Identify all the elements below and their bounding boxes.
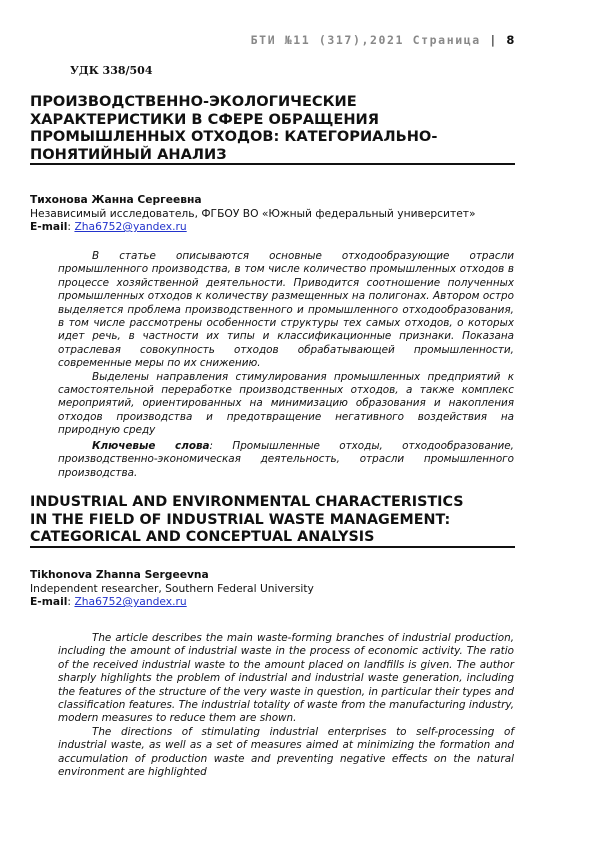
email-separator: : [67,220,72,233]
author-block-en [30,568,530,609]
abstract-en-paragraph-2: The directions of stimulating industrial enterprises to self-processing of industrial waste, as well as a set of measures aimed at minimizing the formation and accumulation of production waste and preventing negative effects on the natural environment are highlighted [58,725,514,779]
keywords-text: : Промышленные отходы, отходообразование, производственно-экономическая деятельность, отрасли промышленного производства. [58,440,514,479]
abstract-ru-paragraph-2: Выделены направления стимулирования промышленных предприятий к самостоятельной переработке производственных отходов, а также комплекс мероприятий, ориентированных на минимизацию образования и накопления отходов производства и предотвращение негативного воздействия на природную среду [58,370,514,437]
title-en-line: IN THE FIELD OF INDUSTRIAL WASTE MANAGEMENT: [30,511,451,528]
keywords-label: Ключевые слова [92,440,210,452]
email-label: E-mail [30,220,68,233]
author-block-ru [30,193,530,234]
title-ru [30,93,520,163]
title-ru-rule [30,163,515,165]
title-ru-line: ПРОМЫШЛЕННЫХ ОТХОДОВ: КАТЕГОРИАЛЬНО- [30,128,438,145]
email-label: E-mail [30,595,68,608]
journal-issue: БТИ №11 (317),2021 Страница [250,33,481,47]
title-ru-line: ПРОИЗВОДСТВЕННО-ЭКОЛОГИЧЕСКИЕ [30,93,357,110]
author-name-ru: Тихонова Жанна Сергеевна [30,193,202,206]
author-affiliation-en: Independent researcher, Southern Federal University [30,581,314,595]
email-link-en[interactable]: Zha6752@yandex.ru [74,595,187,608]
abstract-en [58,632,514,779]
title-ru-line: ХАРАКТЕРИСТИКИ В СФЕРЕ ОБРАЩЕНИЯ [30,110,380,128]
email-link-ru[interactable]: Zha6752@yandex.ru [74,220,187,233]
author-affiliation-ru: Независимый исследователь, ФГБОУ ВО «Южный федеральный университет» [30,206,476,220]
keywords-ru [58,440,514,480]
header-separator: | [489,33,498,47]
title-en-line: CATEGORICAL AND CONCEPTUAL ANALYSIS [30,529,375,545]
title-en-line: INDUSTRIAL AND ENVIRONMENTAL CHARACTERISTICS [30,494,464,510]
abstract-ru [58,250,514,438]
running-header [251,33,516,47]
title-en-rule [30,546,515,548]
abstract-ru-paragraph-1: В статье описываются основные отходообразующие отрасли промышленного производства, в том числе количество промышленных отходов в процессе хозяйственной деятельности. Приводится соотношение полученных промышленных отходов к количеству размещенных на полигонах. Автором остро выделяется проблема производственного и промышленного отходообразования, в том числе рассмотрены особенности структуры тех самых отходов, о которых идет речь, в частности их типы и классификационные признаки. Показана отраслевая совокупность отходов обрабатывающей промышленности, современные меры по их снижению. [58,250,514,370]
author-name-en: Tikhonova Zhanna Sergeevna [30,568,209,581]
title-ru-line: ПОНЯТИЙНЫЙ АНАЛИЗ [30,145,227,163]
udc-code: УДК 338/504 [70,64,153,77]
email-separator: : [67,595,72,608]
abstract-en-paragraph-1: The article describes the main waste-forming branches of industrial production, including the amount of industrial waste in the process of economic activity. The ratio of the received industrial waste to the amount placed on landfills is given. The author sharply highlights the problem of industrial and industrial waste generation, including the features of the structure of the very waste in question, in particular their types and classification features. The industrial totality of waste from the manufacturing industry, modern measures to reduce them are shown. [58,632,514,725]
author-email-row-ru [30,220,530,234]
page-number: 8 [506,33,516,47]
author-email-row-en [30,595,530,609]
title-en [30,494,520,547]
